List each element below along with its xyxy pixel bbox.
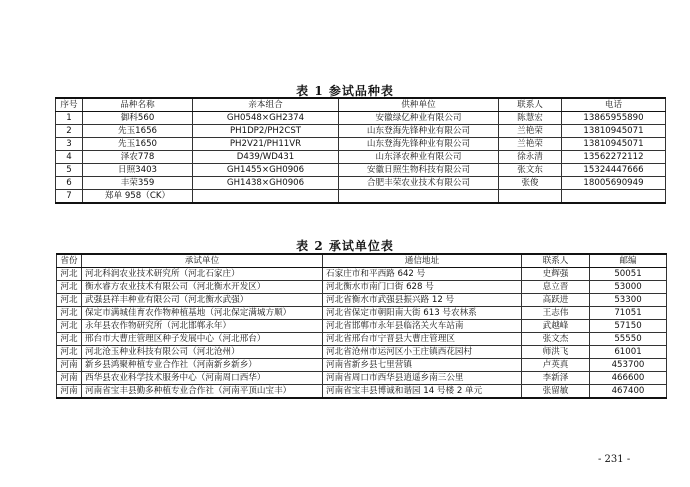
table-row: [57, 385, 667, 399]
table-cell: 张文东: [499, 164, 562, 177]
column-header: 供种单位: [339, 98, 499, 112]
table-cell: 新乡县鸿聚种植专业合作社（河南新乡新乡）: [82, 359, 323, 372]
table-cell: 张留敏: [522, 385, 590, 399]
column-header: 邮编: [590, 254, 667, 268]
table-cell: 先玉1656: [83, 125, 193, 138]
table-row: [56, 151, 666, 164]
table-cell: 河北省保定市朝阳南大街 613 号农林系: [323, 307, 522, 320]
table-cell: 西华县农业科学技术服务中心（河南周口西华）: [82, 372, 323, 385]
table-cell: 合肥丰荣农业技术有限公司: [339, 177, 499, 190]
table-row: [56, 190, 666, 204]
column-header: 通信地址: [323, 254, 522, 268]
table-cell: [193, 190, 339, 204]
table-cell: 山东登海先锋种业有限公司: [339, 138, 499, 151]
table-row: [57, 268, 667, 281]
table-cell: 13865955890: [562, 112, 666, 125]
table-row: [57, 307, 667, 320]
table-cell: 河南省周口市西华县逍遥乡南三公里: [323, 372, 522, 385]
table-cell: GH1438×GH0906: [193, 177, 339, 190]
table-test-units: [56, 253, 667, 399]
table-cell: 15324447666: [562, 164, 666, 177]
table-cell: 河南: [57, 385, 82, 399]
table-cell: 13562272112: [562, 151, 666, 164]
table-cell: [499, 190, 562, 204]
table-cell: GH0548×GH2374: [193, 112, 339, 125]
table-cell: 李新泽: [522, 372, 590, 385]
column-header: 承试单位: [82, 254, 323, 268]
table-cell: 卢英真: [522, 359, 590, 372]
table-cell: 55550: [590, 333, 667, 346]
table-cell: 兰艳荣: [499, 125, 562, 138]
table-row: [57, 346, 667, 359]
column-header: 省份: [57, 254, 82, 268]
table-cell: 18005690949: [562, 177, 666, 190]
table-cell: 河北: [57, 333, 82, 346]
table-cell: [562, 190, 666, 204]
table-cell: 张俊: [499, 177, 562, 190]
column-header: 亲本组合: [193, 98, 339, 112]
table-cell: 466600: [590, 372, 667, 385]
table-cell: 61001: [590, 346, 667, 359]
table-cell: 河北沧玉种业科技有限公司（河北沧州）: [82, 346, 323, 359]
table-cell: 河南省新乡县七里营镇: [323, 359, 522, 372]
table-cell: 山东泽农种业有限公司: [339, 151, 499, 164]
table-cell: 河北科润农业技术研究所（河北石家庄）: [82, 268, 323, 281]
table-cell: PH1DP2/PH2CST: [193, 125, 339, 138]
table-cell: 丰荣359: [83, 177, 193, 190]
header-row: [57, 254, 667, 268]
table-cell: 河北省沧州市运河区小王庄镇西花园村: [323, 346, 522, 359]
table-cell: 安徽绿亿种业有限公司: [339, 112, 499, 125]
table-cell: 史辉强: [522, 268, 590, 281]
table-cell: 息立晋: [522, 281, 590, 294]
table-cell: 6: [56, 177, 83, 190]
table-cell: 兰艳荣: [499, 138, 562, 151]
table2-title: 表 2 承试单位表: [296, 239, 394, 253]
table-row: [56, 164, 666, 177]
table-cell: 师洪飞: [522, 346, 590, 359]
table-cell: D439/WD431: [193, 151, 339, 164]
table-cell: 河北省衡水市武强县振兴路 12 号: [323, 294, 522, 307]
table-cell: 张文杰: [522, 333, 590, 346]
table-cell: 7: [56, 190, 83, 204]
table-cell: PH2V21/PH11VR: [193, 138, 339, 151]
table-cell: 邢台市大曹庄管理区种子发展中心（河北邢台）: [82, 333, 323, 346]
table-cell: 河北省邯郸市永年县临洺关火车站南: [323, 320, 522, 333]
table-cell: 河南: [57, 359, 82, 372]
column-header: 品种名称: [83, 98, 193, 112]
column-header: 电话: [562, 98, 666, 112]
table-cell: 山东登海先锋种业有限公司: [339, 125, 499, 138]
column-header: 联系人: [522, 254, 590, 268]
table-cell: 2: [56, 125, 83, 138]
table-cell: 50051: [590, 268, 667, 281]
table-row: [57, 372, 667, 385]
table-cell: 安徽日照生物科技有限公司: [339, 164, 499, 177]
column-header: 联系人: [499, 98, 562, 112]
table-cell: 53000: [590, 281, 667, 294]
table-cell: [339, 190, 499, 204]
table-row: [57, 333, 667, 346]
table-cell: 53300: [590, 294, 667, 307]
table-cell: 4: [56, 151, 83, 164]
table-cell: 河北: [57, 281, 82, 294]
table-cell: 71051: [590, 307, 667, 320]
table-cell: 57150: [590, 320, 667, 333]
table-cell: 1: [56, 112, 83, 125]
table-row: [56, 177, 666, 190]
table-variety: [55, 97, 666, 204]
table-cell: 13810945071: [562, 125, 666, 138]
table-cell: 13810945071: [562, 138, 666, 151]
table-cell: 河南省宝丰县勤多种植专业合作社（河南平顶山宝丰）: [82, 385, 323, 399]
table-cell: 保定市满城佳育农作物种植基地（河北保定满城方顺）: [82, 307, 323, 320]
table-row: [56, 125, 666, 138]
table-cell: GH1455×GH0906: [193, 164, 339, 177]
table-cell: 467400: [590, 385, 667, 399]
table-cell: 河南省宝丰县博诚和谐园 14 号楼 2 单元: [323, 385, 522, 399]
table-cell: 王志伟: [522, 307, 590, 320]
table-row: [57, 294, 667, 307]
table1-title: 表 1 参试品种表: [296, 84, 394, 98]
table-cell: 河北: [57, 268, 82, 281]
table-cell: 武强县祥丰种业有限公司（河北衡水武强）: [82, 294, 323, 307]
table-cell: 河北: [57, 294, 82, 307]
table-cell: 郑单 958（CK）: [83, 190, 193, 204]
table-cell: 河南: [57, 372, 82, 385]
table-cell: 衡水睿方农业技术有限公司（河北衡水开发区）: [82, 281, 323, 294]
table-row: [56, 138, 666, 151]
table-row: [56, 112, 666, 125]
table-cell: 石家庄市和平西路 642 号: [323, 268, 522, 281]
table-cell: 3: [56, 138, 83, 151]
table-cell: 日照3403: [83, 164, 193, 177]
page-number: - 231 -: [598, 454, 631, 465]
table-cell: 武越峰: [522, 320, 590, 333]
table-cell: 河北衡水市南门口街 628 号: [323, 281, 522, 294]
table-cell: 永年县农作物研究所（河北邯郸永年）: [82, 320, 323, 333]
table-cell: 御科560: [83, 112, 193, 125]
table-cell: 徐永清: [499, 151, 562, 164]
header-row: [56, 98, 666, 112]
table-cell: 河北: [57, 307, 82, 320]
table-row: [57, 281, 667, 294]
table-cell: 河北: [57, 346, 82, 359]
table-row: [57, 320, 667, 333]
table-cell: 453700: [590, 359, 667, 372]
table-cell: 河北省邢台市宁晋县大曹庄管理区: [323, 333, 522, 346]
table-cell: 5: [56, 164, 83, 177]
table-cell: 河北: [57, 320, 82, 333]
table-row: [57, 359, 667, 372]
table-cell: 先玉1650: [83, 138, 193, 151]
table-cell: 泽农778: [83, 151, 193, 164]
table-cell: 高跃进: [522, 294, 590, 307]
table-cell: 陈慧宏: [499, 112, 562, 125]
column-header: 序号: [56, 98, 83, 112]
